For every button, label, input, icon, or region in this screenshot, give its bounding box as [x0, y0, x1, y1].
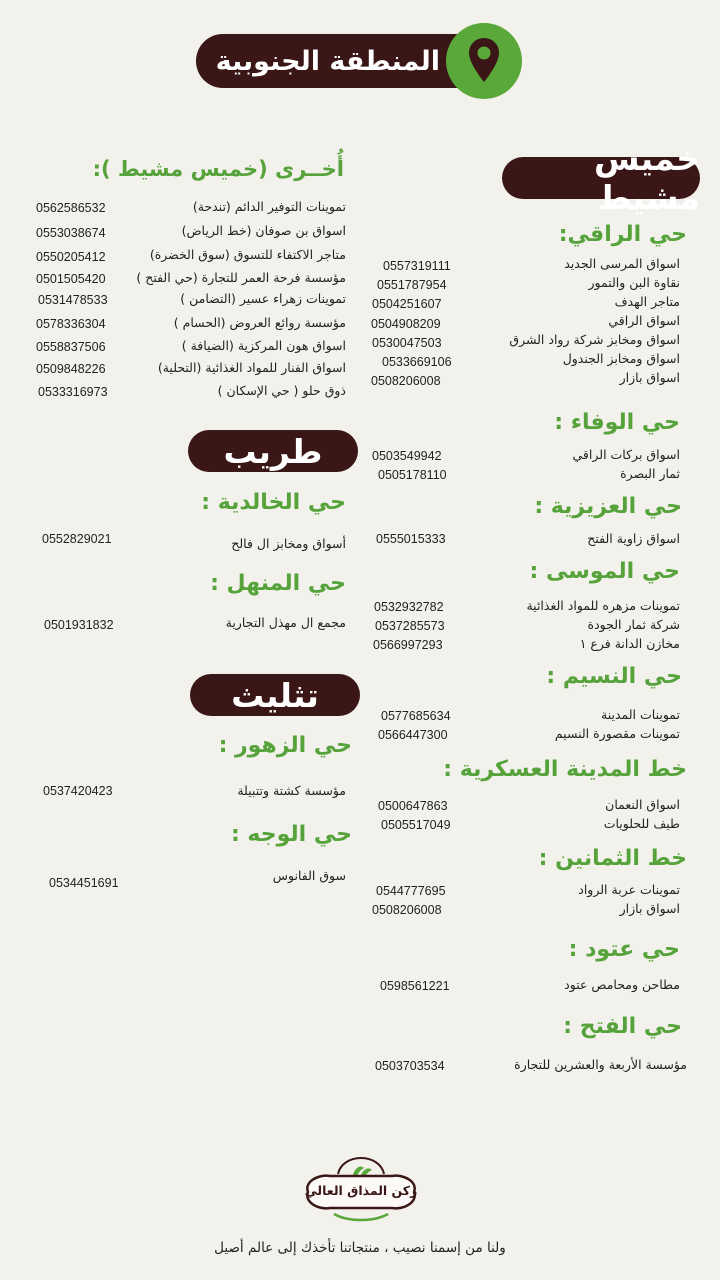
store-name: مؤسسة فرحة العمر للتجارة (حي الفتح ) [136, 270, 346, 285]
district-title: حي الوفاء : [554, 410, 680, 435]
footer-slogan: ولنا من إسمنا نصيب ، منتجاتنا تأخذك إلى عالم أصيل [214, 1240, 506, 1256]
store-phone: 0562586532 [36, 201, 106, 215]
city-title-khamis: خميس مشيط [593, 139, 700, 217]
store-phone: 0577685634 [381, 709, 451, 723]
store-phone: 0503549942 [372, 449, 442, 463]
store-phone: 0566997293 [373, 638, 443, 652]
store-phone: 0537420423 [43, 784, 113, 798]
store-name: مطاحن ومحامص عتود [564, 977, 680, 992]
store-phone: 0598561221 [380, 979, 450, 993]
store-name: اسواق بازار [619, 370, 680, 385]
store-phone: 0558837506 [36, 340, 106, 354]
store-name: اسواق زاوية الفتح [587, 531, 680, 546]
district-title: حي الوجه : [230, 822, 352, 847]
store-name: متاجر الاكتفاء للتسوق (سوق الخضرة) [149, 247, 346, 262]
store-name: مؤسسة روائع العروض (الحسام ) [173, 315, 346, 330]
store-name: تموينات عربة الرواد [578, 882, 680, 897]
district-title: خط المدينة العسكرية : [443, 757, 687, 782]
store-phone: 0508206008 [371, 374, 441, 388]
store-phone: 0530047503 [372, 336, 442, 350]
store-phone: 0553038674 [36, 226, 106, 240]
others-title: أُخــرى (خميس مشيط ): [92, 157, 344, 181]
store-phone: 0504908209 [371, 317, 441, 331]
district-title: حي الموسى : [529, 559, 680, 584]
store-name: اسواق النعمان [605, 797, 680, 812]
store-phone: 0503703534 [375, 1059, 445, 1073]
store-phone: 0505517049 [381, 818, 451, 832]
store-name: أسواق ومخابز ال فالح [231, 536, 346, 551]
store-name: اسواق بن صوفان (خط الرياض) [181, 223, 346, 238]
district-title: حي النسيم : [546, 664, 682, 689]
store-name: مؤسسة الأربعة والعشرين للتجارة [514, 1057, 687, 1072]
location-pin-icon [467, 36, 501, 86]
city-pill-khamis [502, 139, 700, 217]
store-name: مخازن الدانة فرع ١ [579, 636, 680, 651]
district-title: حي الزهور : [218, 733, 352, 758]
store-name: ثمار البصرة [620, 466, 680, 481]
district-title: خط الثمانين : [538, 846, 687, 871]
district-title: حي الفتح : [563, 1014, 682, 1039]
store-name: تموينات مقصورة النسيم [554, 726, 680, 741]
district-title: حي المنهل : [210, 571, 346, 596]
store-phone: 0534451691 [49, 876, 119, 890]
district-title: حي عتود : [568, 937, 680, 962]
region-title-pill [196, 34, 486, 88]
store-name: تموينات زهراء عسير (التضامن ) [180, 291, 346, 306]
store-name: شركة ثمار الجودة [587, 617, 680, 632]
store-phone: 0578336304 [36, 317, 106, 331]
brand-logo [300, 1152, 422, 1228]
store-name: تموينات مزهره للمواد الغذائية [526, 598, 680, 613]
city-pill-tareeb [188, 430, 358, 472]
store-phone: 0557319111 [383, 259, 451, 273]
store-phone: 0501931832 [44, 618, 114, 632]
store-phone: 0532932782 [374, 600, 444, 614]
city-pill-tathleeth [190, 674, 360, 716]
store-name: اسواق الراقي [608, 313, 680, 328]
store-phone: 0504251607 [372, 297, 442, 311]
store-name: اسواق ومخابز الجندول [562, 351, 680, 366]
brand-logo-text: ركن المذاق العالي [304, 1183, 418, 1198]
store-name: اسواق بركات الراقي [572, 447, 680, 462]
store-phone: 0551787954 [377, 278, 447, 292]
store-name: اسواق بازار [619, 901, 680, 916]
store-phone: 0552829021 [42, 532, 112, 546]
store-name: تموينات التوفير الدائم (تندحة) [192, 199, 346, 214]
store-phone: 0533669106 [382, 355, 452, 369]
store-phone: 0501505420 [36, 272, 106, 286]
store-name: مجمع ال مهذل التجارية [225, 615, 346, 630]
store-name: متاجر الهدف [614, 294, 680, 309]
store-name: ذوق حلو ( حي الإسكان ) [217, 383, 346, 398]
store-phone: 0533316973 [38, 385, 108, 399]
store-name: اسواق هون المركزية (الضيافة ) [181, 338, 346, 353]
city-title-tathleeth: تثليث [231, 675, 319, 715]
store-phone: 0566447300 [378, 728, 448, 742]
store-phone: 0555015333 [376, 532, 446, 546]
location-pin-badge [446, 23, 522, 99]
store-phone: 0500647863 [378, 799, 448, 813]
district-title: حي الخالدية : [201, 490, 346, 515]
store-phone: 0508206008 [372, 903, 442, 917]
store-name: نقاوة البن والتمور [588, 275, 680, 290]
store-name: مؤسسة كشتة وتتبيلة [237, 783, 346, 798]
store-phone: 0531478533 [38, 293, 108, 307]
store-name: اسواق ومخابز شركة رواد الشرق [509, 332, 680, 347]
store-name: سوق الفانوس [272, 868, 346, 883]
store-phone: 0509848226 [36, 362, 106, 376]
store-name: طيف للحلويات [603, 816, 680, 831]
store-name: اسواق الفنار للمواد الغذائية (التحلية) [157, 360, 346, 375]
store-phone: 0544777695 [376, 884, 446, 898]
store-phone: 0537285573 [375, 619, 445, 633]
region-title: المنطقة الجنوبية [215, 45, 440, 77]
city-title-tareeb: طريب [223, 431, 323, 471]
store-name: تموينات المدينة [601, 707, 680, 722]
store-phone: 0550205412 [36, 250, 106, 264]
district-title: حي العزيزية : [534, 494, 682, 519]
store-name: اسواق المرسى الجديد [564, 256, 680, 271]
store-phone: 0505178110 [378, 468, 447, 482]
district-title: حي الراقي: [558, 222, 687, 247]
